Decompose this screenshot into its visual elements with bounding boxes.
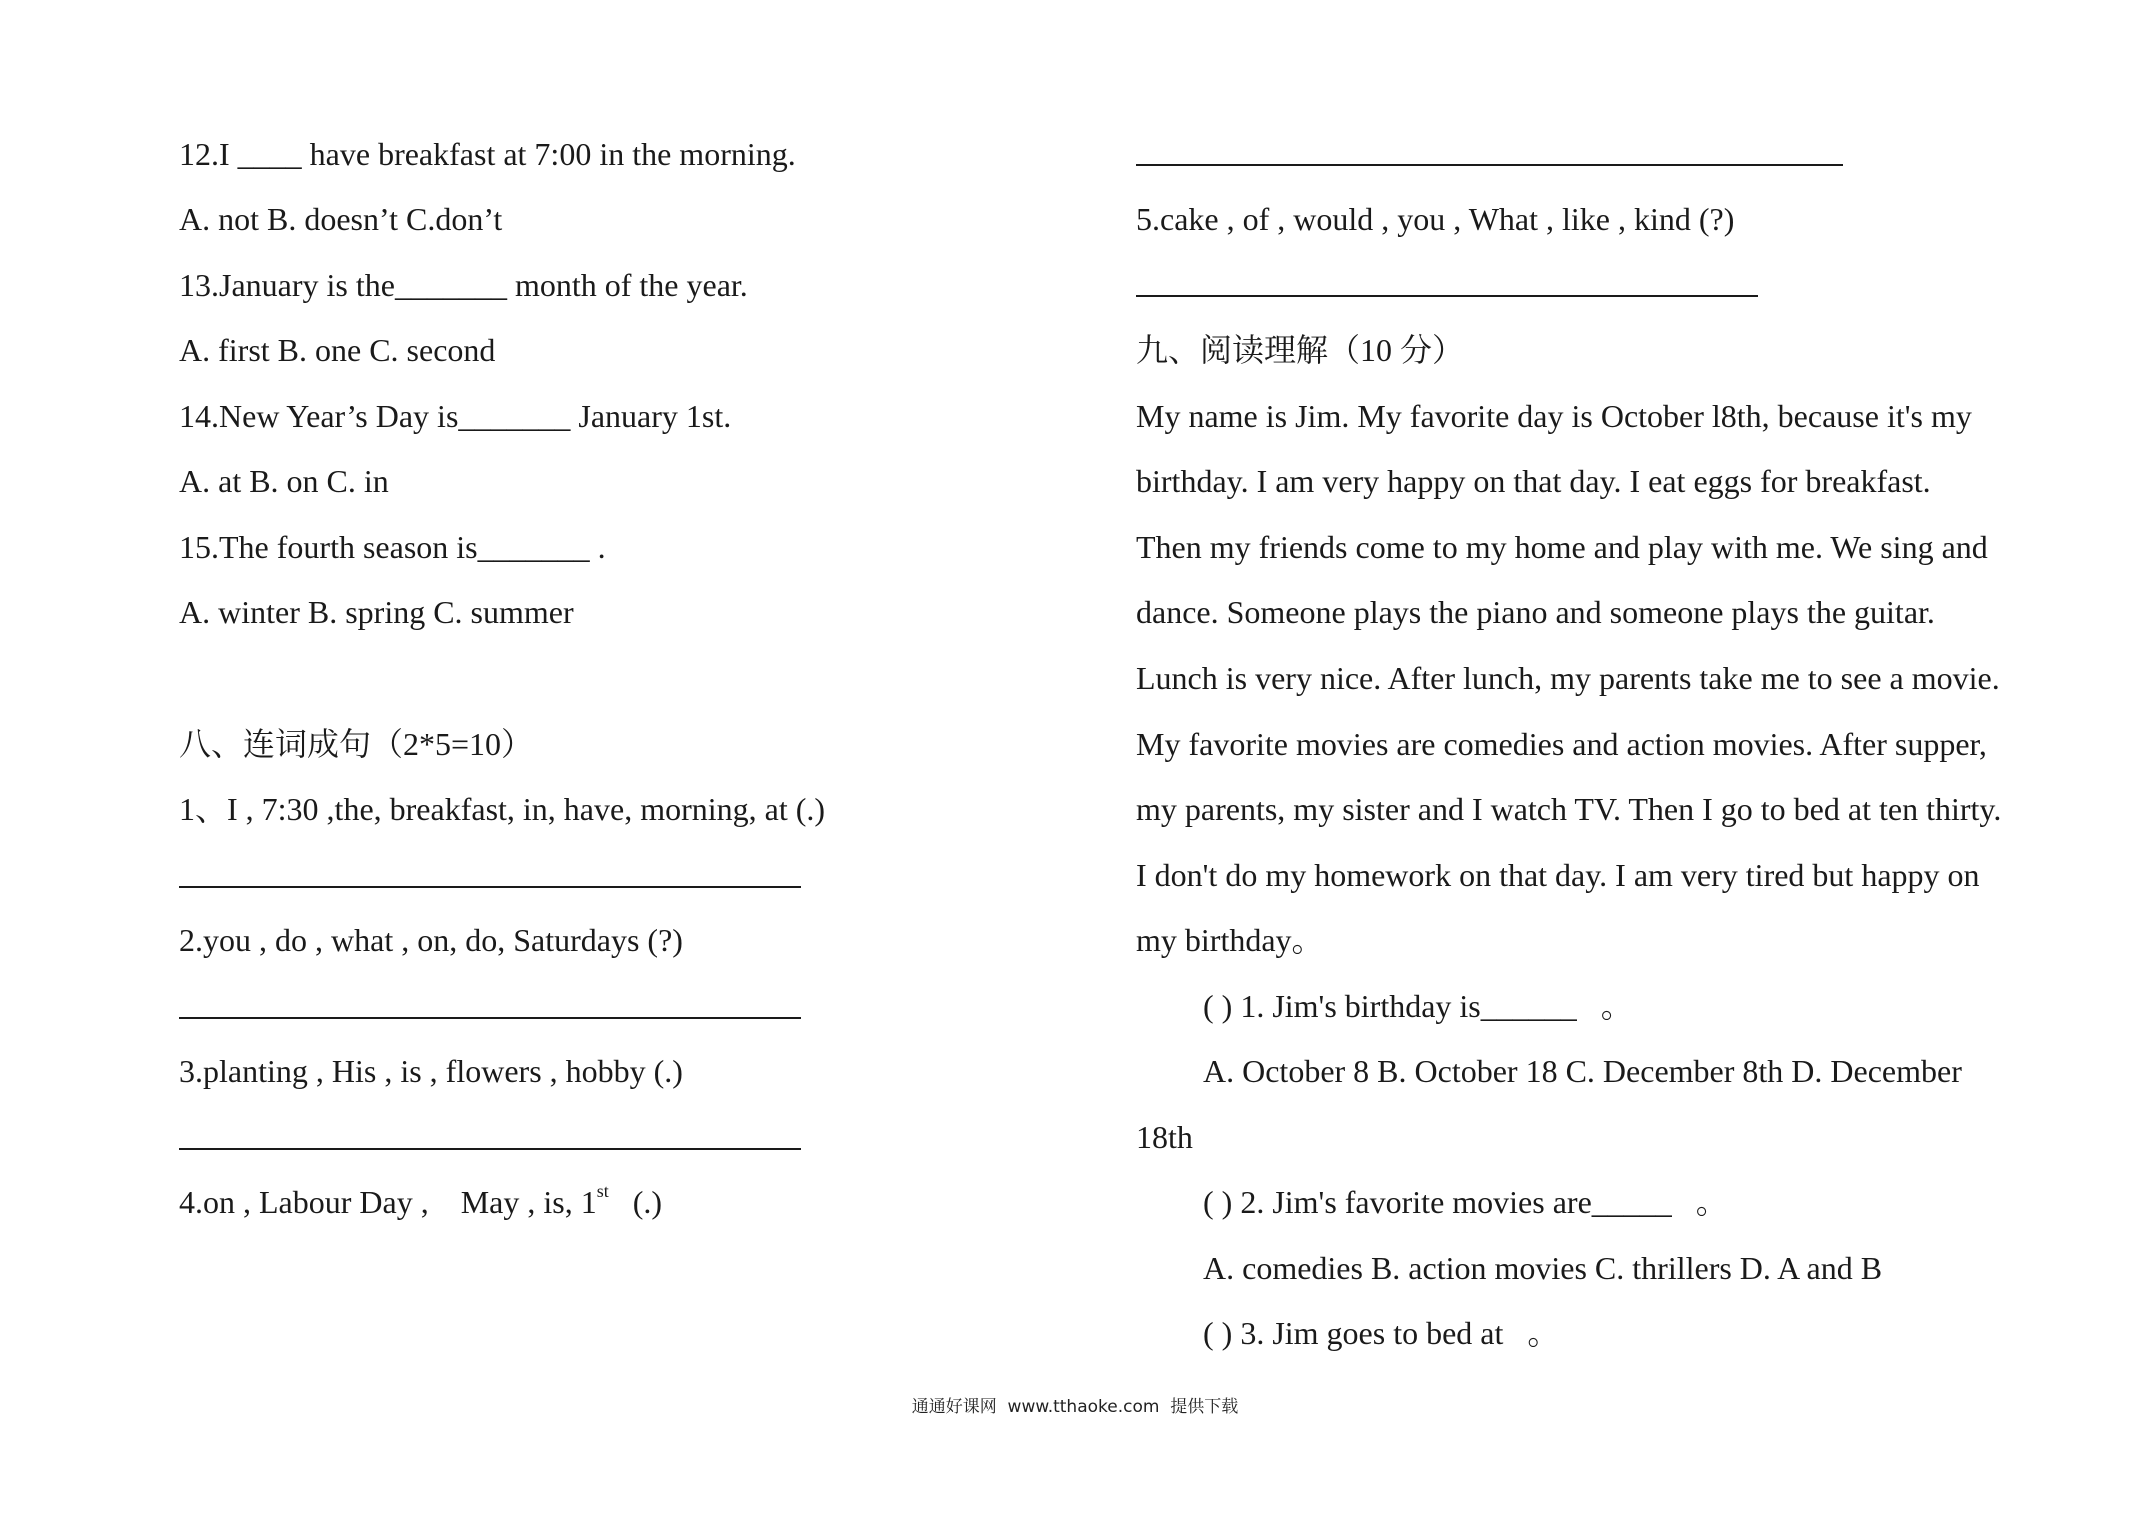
sentence-2: 2.you , do , what , on, do, Saturdays (?) (179, 922, 683, 958)
reading-question-1-options-cont: 18th (1136, 1119, 1193, 1155)
passage-line: dance. Someone plays the piano and someone plays the guitar. (1136, 594, 1935, 630)
question-12-options: A. not B. doesn’t C.don’t (179, 201, 503, 237)
sentence-3: 3.planting , His , is , flowers , hobby (.) (179, 1053, 683, 1089)
question-12: 12.I ____ have breakfast at 7:00 in the morning. (179, 136, 796, 172)
passage-line: I don't do my homework on that day. I am very tired but happy on (1136, 857, 1980, 893)
passage-line: My favorite movies are comedies and action movies. After supper, (1136, 726, 1987, 762)
section-8-title: 八、连词成句（2*5=10） (179, 726, 534, 762)
section-9-title: 九、阅读理解（10 分） (1136, 332, 1465, 368)
sentence-1: 1、I , 7:30 ,the, breakfast, in, have, morning, at (.) (179, 791, 826, 827)
passage-line: birthday. I am very happy on that day. I eat eggs for breakfast. (1136, 463, 1931, 499)
sentence-4-superscript: st (596, 1181, 609, 1202)
reading-question-1-options: A. October 8 B. October 18 C. December 8th D. December (1203, 1053, 1962, 1089)
reading-question-3: ( ) 3. Jim goes to bed at 。 (1203, 1315, 1560, 1351)
question-13: 13.January is the_______ month of the year. (179, 267, 748, 303)
passage-line: my parents, my sister and I watch TV. Then I go to bed at ten thirty. (1136, 791, 2002, 827)
question-13-options: A. first B. one C. second (179, 332, 496, 368)
footer-watermark: 通通好课网 www.tthaoke.com 提供下载 (911, 1397, 1239, 1417)
question-15: 15.The fourth season is_______ . (179, 529, 606, 565)
passage-line: My name is Jim. My favorite day is October l8th, because it's my (1136, 398, 1972, 434)
question-14-options: A. at B. on C. in (179, 463, 389, 499)
answer-line-5 (1136, 295, 1758, 297)
sentence-4-text: 4.on , Labour Day , May , is, 1 (179, 1184, 597, 1220)
reading-question-1: ( ) 1. Jim's birthday is______ 。 (1203, 988, 1633, 1024)
answer-line-4 (1136, 164, 1843, 166)
sentence-5: 5.cake , of , would , you , What , like , kind (?) (1136, 201, 1735, 237)
reading-question-2-options: A. comedies B. action movies C. thrillers D. A and B (1203, 1250, 1883, 1286)
passage-line: my birthday。 (1136, 922, 1324, 958)
passage-line: Lunch is very nice. After lunch, my parents take me to see a movie. (1136, 660, 2000, 696)
question-15-options: A. winter B. spring C. summer (179, 594, 574, 630)
passage-line: Then my friends come to my home and play with me. We sing and (1136, 529, 1988, 565)
sentence-4-end: (.) (608, 1184, 663, 1220)
question-14: 14.New Year’s Day is_______ January 1st. (179, 398, 732, 434)
reading-question-2: ( ) 2. Jim's favorite movies are_____ 。 (1203, 1184, 1728, 1220)
